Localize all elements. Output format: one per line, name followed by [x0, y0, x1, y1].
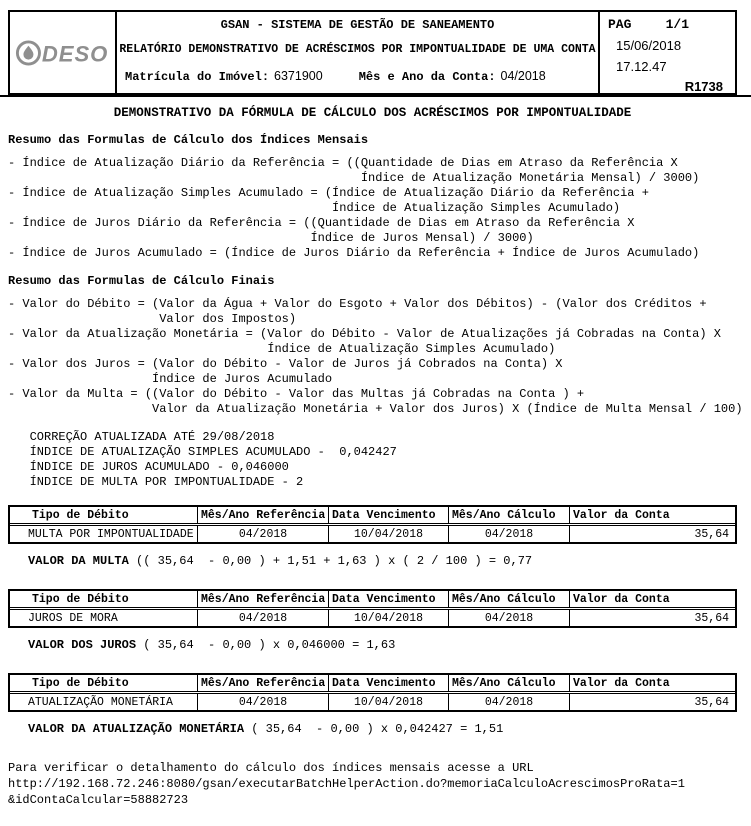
table-header-cell: Data Vencimento [328, 591, 448, 607]
table-cell: 35,64 [569, 694, 735, 710]
indices-block [8, 430, 737, 490]
logo-text: DESO [41, 41, 108, 67]
table-header-cell: Mês/Ano Referência [197, 507, 328, 523]
pag-value: 1/1 [665, 17, 689, 32]
system-title: GSAN - SISTEMA DE GESTÃO DE SANEAMENTO [220, 18, 495, 32]
report-code: R1738 [684, 79, 723, 94]
section1-formulas [8, 156, 737, 261]
debito-table-juros [8, 589, 737, 628]
table-header-cell: Data Vencimento [328, 675, 448, 691]
formula-line: Valor da Atualização Monetária + Valor dos Juros) X (Índice de Multa Mensal / 100) [8, 402, 743, 416]
logo-drop-icon [23, 45, 33, 59]
table-cell: 10/04/2018 [328, 526, 448, 542]
matricula-value: 6371900 [274, 69, 323, 83]
header-divider [0, 95, 751, 97]
formula-line: Valor dos Impostos) [8, 312, 297, 326]
table-cell: ATUALIZAÇÃO MONETÁRIA [28, 696, 173, 709]
formula-line: - Índice de Juros Acumulado = (Índice de Juros Diário da Referência + Índice de Juros Acumulado) [8, 246, 700, 260]
page-indicator [608, 17, 727, 32]
debito-table-atualizacao [8, 673, 737, 712]
table-header-cell: Mês/Ano Referência [197, 591, 328, 607]
table-cell: 04/2018 [197, 526, 328, 542]
calc-expression: (( 35,64 - 0,00 ) + 1,51 + 1,63 ) x ( 2 / 100 ) = 0,77 [128, 554, 533, 568]
calc-expression: ( 35,64 - 0,00 ) x 0,042427 = 1,51 [244, 722, 504, 736]
formula-line: - Valor do Débito = (Valor da Água + Valor do Esgoto + Valor dos Débitos) - (Valor dos Créditos + [8, 297, 707, 311]
logo-cell [10, 12, 117, 93]
document-title: DEMONSTRATIVO DA FÓRMULA DE CÁLCULO DOS ACRÉSCIMOS POR IMPONTUALIDADE [113, 106, 632, 120]
table-cell: 04/2018 [197, 610, 328, 626]
footer-note [8, 760, 737, 808]
table-cell: 04/2018 [448, 610, 569, 626]
calc-line-multa [28, 554, 737, 568]
calc-label: VALOR DA MULTA [28, 554, 129, 568]
footer-text: Para verificar o detalhamento do cálculo dos índices mensais acesse a URL [8, 761, 534, 775]
table-header-cell: Tipo de Débito [32, 677, 129, 690]
calc-line-juros [28, 638, 737, 652]
formula-line: Índice de Atualização Monetária Mensal) / 3000) [8, 171, 700, 185]
deso-logo [15, 35, 111, 71]
table-header-cell: Valor da Conta [569, 591, 735, 607]
table-header-cell: Data Vencimento [328, 507, 448, 523]
table-row [10, 694, 735, 710]
table-header-cell: Valor da Conta [569, 675, 735, 691]
table-row [10, 526, 735, 542]
table-header-cell: Mês/Ano Cálculo [448, 591, 569, 607]
table-header-row [10, 507, 735, 526]
mes-ano-field [359, 69, 546, 84]
footer-url: http://192.168.72.246:8080/gsan/executarBatchHelperAction.do?memoriaCalculoAcrescimosProRata=1 [8, 777, 685, 791]
index-line: CORREÇÃO ATUALIZADA ATÉ 29/08/2018 [8, 430, 275, 444]
table-cell: MULTA POR IMPONTUALIDADE [28, 528, 194, 541]
formula-line: - Índice de Juros Diário da Referência = ((Quantidade de Dias em Atraso da Referência X [8, 216, 635, 230]
table-cell: 35,64 [569, 526, 735, 542]
table-header-cell: Tipo de Débito [32, 593, 129, 606]
report-title: RELATÓRIO DEMONSTRATIVO DE ACRÉSCIMOS POR IMPONTUALIDADE DE UMA CONTA [119, 43, 596, 56]
report-date: 15/06/2018 [616, 38, 682, 53]
table-header-cell: Valor da Conta [569, 507, 735, 523]
mes-ano-value: 04/2018 [500, 69, 546, 83]
table-header-cell: Mês/Ano Referência [197, 675, 328, 691]
header-fields [125, 69, 596, 84]
footer-url-continuation: &idContaCalcular=58882723 [8, 793, 189, 807]
calc-label: VALOR DA ATUALIZAÇÃO MONETÁRIA [28, 722, 245, 736]
table-cell: 10/04/2018 [328, 694, 448, 710]
matricula-label: Matrícula do Imóvel: [125, 70, 270, 84]
formula-line: - Índice de Atualização Diário da Referência = ((Quantidade de Dias em Atraso da Referência X [8, 156, 678, 170]
table-header-cell: Mês/Ano Cálculo [448, 675, 569, 691]
table-header-row [10, 591, 735, 610]
calc-label: VALOR DOS JUROS [28, 638, 137, 652]
table-cell: 04/2018 [197, 694, 328, 710]
report-time: 17.12.47 [616, 59, 667, 74]
report-header [8, 10, 737, 95]
index-line: ÍNDICE DE JUROS ACUMULADO - 0,046000 [8, 460, 289, 474]
section1-title: Resumo das Formulas de Cálculo dos Índices Mensais [8, 133, 369, 147]
formula-line: - Índice de Atualização Simples Acumulado = (Índice de Atualização Diário da Referência + [8, 186, 649, 200]
mes-ano-label: Mês e Ano da Conta: [358, 70, 496, 84]
formula-line: Índice de Atualização Simples Acumulado) [8, 342, 556, 356]
table-row [10, 610, 735, 626]
table-header-row [10, 675, 735, 694]
table-cell: 04/2018 [448, 526, 569, 542]
debito-table-multa [8, 505, 737, 544]
table-header-cell: Tipo de Débito [32, 509, 129, 522]
formula-line: - Valor da Atualização Monetária = (Valor do Débito - Valor de Atualizações já Cobradas na Conta) X [8, 327, 721, 341]
header-page-cell [598, 12, 735, 93]
index-line: ÍNDICE DE ATUALIZAÇÃO SIMPLES ACUMULADO - 0,042427 [8, 445, 397, 459]
matricula-field [125, 69, 323, 84]
table-cell: 35,64 [569, 610, 735, 626]
table-cell: JUROS DE MORA [28, 612, 118, 625]
pag-label: PAG [608, 17, 632, 32]
formula-line: Índice de Atualização Simples Acumulado) [8, 201, 621, 215]
calc-expression: ( 35,64 - 0,00 ) x 0,046000 = 1,63 [136, 638, 396, 652]
table-cell: 04/2018 [448, 694, 569, 710]
index-line: ÍNDICE DE MULTA POR IMPONTUALIDADE - 2 [8, 475, 304, 489]
section2-title: Resumo das Formulas de Cálculo Finais [8, 274, 275, 288]
formula-line: Índice de Juros Acumulado [8, 372, 333, 386]
formula-line: Índice de Juros Mensal) / 3000) [8, 231, 534, 245]
header-title-cell [117, 12, 598, 93]
table-cell: 10/04/2018 [328, 610, 448, 626]
formula-line: - Valor dos Juros = (Valor do Débito - Valor de Juros já Cobrados na Conta) X [8, 357, 563, 371]
calc-line-atualizacao [28, 722, 737, 736]
table-header-cell: Mês/Ano Cálculo [448, 507, 569, 523]
section2-formulas [8, 297, 743, 417]
formula-line: - Valor da Multa = ((Valor do Débito - Valor das Multas já Cobradas na Conta ) + [8, 387, 585, 401]
